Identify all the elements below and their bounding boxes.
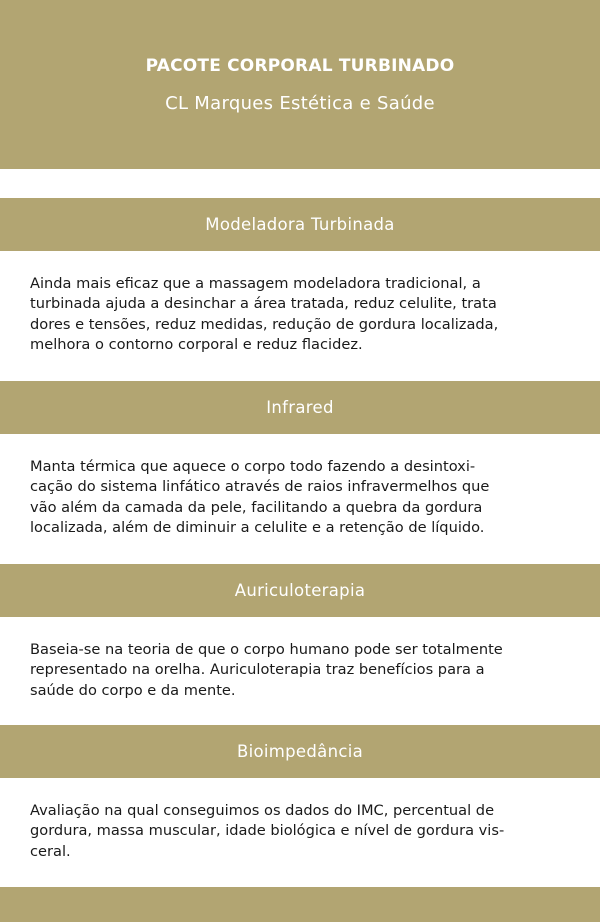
- text-line: Manta térmica que aquece o corpo todo fazendo a desintoxi-: [30, 458, 476, 475]
- page-title: PACOTE CORPORAL TURBINADO: [145, 56, 455, 76]
- text-line: Baseia-se na teoria de que o corpo humano pode ser totalmente: [30, 641, 503, 658]
- text-line: melhora o contorno corporal e reduz flacidez.: [30, 336, 363, 354]
- text-line: Avaliação na qual conseguimos os dados do IMC, percentual de: [30, 802, 495, 819]
- section-title-bioimpedancia: Bioimpedância: [0, 725, 600, 778]
- section-title-modeladora: Modeladora Turbinada: [0, 198, 600, 251]
- section-text-modeladora: [30, 274, 578, 356]
- text-line: vão além da camada da pele, facilitando a quebra da gordura: [30, 498, 483, 516]
- text-line: Ainda mais eficaz que a massagem modeladora tradicional, a: [30, 275, 481, 292]
- text-line: cação do sistema linfático através de raios infravermelhos que: [30, 478, 490, 496]
- text-line: representado na orelha. Auriculoterapia traz benefícios para a: [30, 661, 485, 679]
- text-line: dores e tensões, reduz medidas, redução de gordura localizada,: [30, 315, 499, 333]
- section-title-infrared: Infrared: [0, 381, 600, 434]
- text-line: saúde do corpo e da mente.: [30, 681, 236, 699]
- header-banner: [0, 0, 600, 169]
- section-text-infrared: [30, 457, 578, 539]
- section-text-auriculoterapia: [30, 640, 578, 701]
- text-line: ceral.: [30, 842, 71, 860]
- footer-band: [0, 887, 600, 922]
- page-subtitle: CL Marques Estética e Saúde: [165, 93, 435, 114]
- section-text-bioimpedancia: [30, 801, 578, 862]
- text-line: gordura, massa muscular, idade biológica e nível de gordura vis-: [30, 822, 505, 840]
- section-title-auriculoterapia: Auriculoterapia: [0, 564, 600, 617]
- text-line: turbinada ajuda a desinchar a área tratada, reduz celulite, trata: [30, 295, 497, 313]
- text-line: localizada, além de diminuir a celulite e a retenção de líquido.: [30, 519, 485, 537]
